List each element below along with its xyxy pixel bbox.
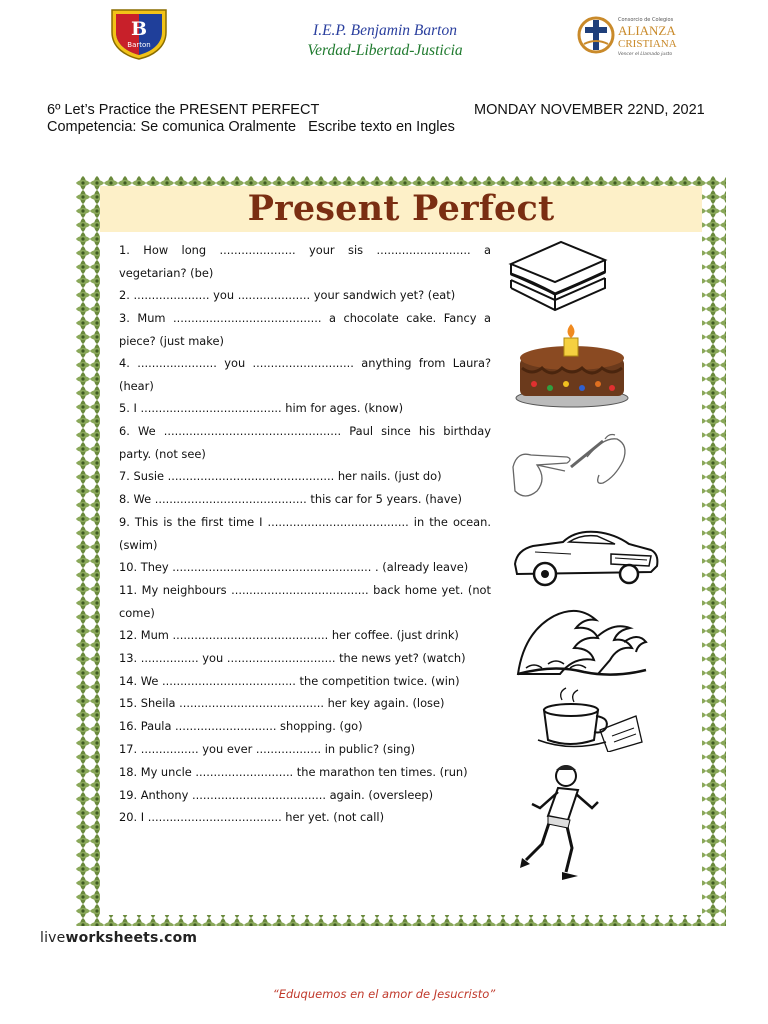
exercise-16: 16. Paula ............................ shopping. (go) [119,719,363,733]
exercise-9: 9. This is the first time I ....................................... in the ocean. (swim) [119,515,491,552]
exercise-20: 20. I ..................................... her yet. (not call) [119,810,385,824]
exercise-14: 14. We ..................................... the competition twice. (win) [119,674,460,688]
brand-suffix: worksheets.com [65,930,198,946]
school-name: I.E.P. Benjamin Barton [313,22,457,39]
wave-illustration [514,602,649,680]
school-logo [108,6,170,60]
brand-prefix: live [40,930,66,946]
worksheet-title: Present Perfect [247,188,555,229]
exercise-2: 2. ..................... you .................... your sandwich yet? (eat) [119,288,456,302]
car-illustration [511,524,661,590]
cake-illustration [512,318,634,410]
exercise-15: 15. Sheila ........................................ her key again. (lose) [119,696,445,710]
exercise-13: 13. ................ you .............................. the news yet? (watch) [119,651,466,665]
exercise-12: 12. Mum ........................................... her coffee. (just drink) [119,628,459,642]
exercise-18: 18. My uncle ........................... the marathon ten times. (run) [119,765,468,779]
svg-text:B: B [130,18,148,40]
coffee-illustration [536,686,643,752]
exercise-8: 8. We .......................................... this car for 5 years. (have) [119,492,462,506]
school-motto: Verdad-Libertad-Justicia [307,42,463,59]
exercise-3: 3. Mum ......................................... a chocolate cake. Fancy a piece? (just make) [119,311,491,348]
lesson-date: MONDAY NOVEMBER 22ND, 2021 [474,102,705,118]
exercise-4: 4. ...................... you ............................ anything from Laura? (hear) [119,356,491,393]
exercise-17: 17. ................ you ever .................. in public? (sing) [119,742,416,756]
exercise-6: 6. We ................................................. Paul since his birthday party. (not see) [119,424,491,461]
alianza-logo [576,12,688,58]
liveworksheets-brand [40,930,197,946]
runner-illustration [518,760,603,885]
alianza-logo-cristiana: CRISTIANA [618,38,677,50]
school-logo-text: Barton [127,41,151,49]
exercise-7: 7. Susie .............................................. her nails. (just do) [119,469,442,483]
exercise-19: 19. Anthony ..................................... again. (oversleep) [119,788,434,802]
nails-illustration [507,427,632,507]
exercise-1: 1. How long ..................... your sis .......................... a vegetarian? (be) [119,243,491,280]
lesson-title: 6º Let’s Practice the PRESENT PERFECT [47,102,320,118]
exercise-10: 10. They ....................................................... . (already leave) [119,560,469,574]
alianza-logo-alianza: ALIANZA [618,23,676,38]
alianza-logo-consorcio: Consorcio de Colegios [618,17,674,23]
competence-line: Competencia: Se comunica Oralmente Escribe texto en Ingles [47,119,455,135]
footer-quote: “Eduquemos en el amor de Jesucristo” [272,987,496,1001]
alianza-logo-tagline: Vencer el Llamado justo [618,52,673,57]
exercise-11: 11. My neighbours ...................................... back home yet. (not come) [119,583,491,620]
exercise-5: 5. I ....................................... him for ages. (know) [119,401,404,415]
sandwich-illustration [503,238,611,316]
